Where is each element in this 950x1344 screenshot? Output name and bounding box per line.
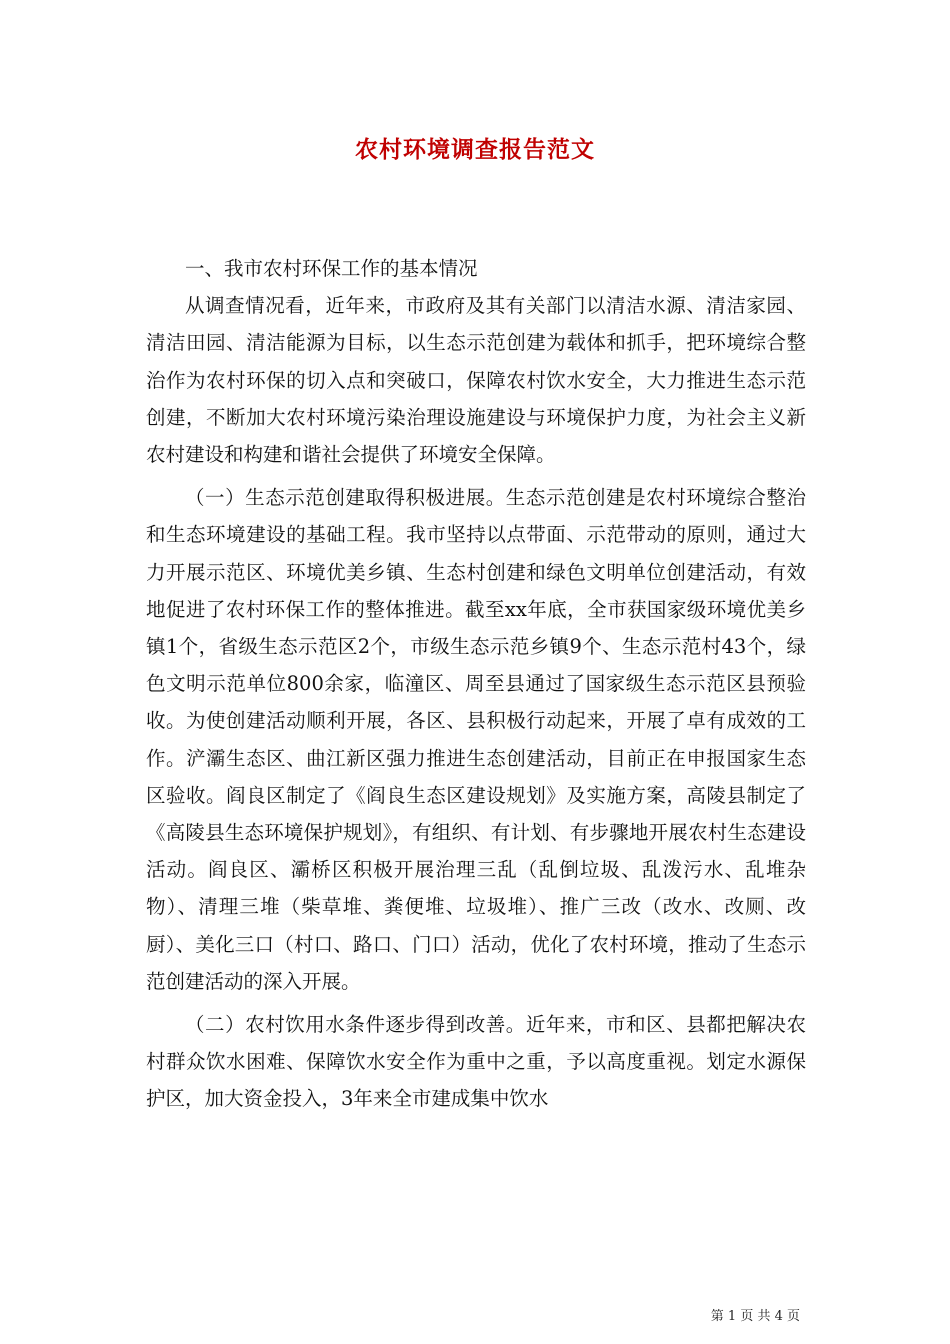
section-heading: 一、我市农村环保工作的基本情况 (185, 257, 478, 280)
paragraph: （二）农村饮用水条件逐步得到改善。近年来，市和区、县都把解决农村群众饮水困难、保障饮水安全作为重中之重，予以高度重视。划定水源保护区，加大资金投入，3年来全市建成集中饮水 (146, 1013, 806, 1111)
paragraph: （一）生态示范创建取得积极进展。生态示范创建是农村环境综合整治和生态环境建设的基础工程。我市坚持以点带面、示范带动的原则，通过大力开展示范区、环境优美乡镇、生态村创建和绿色文明单位创建活动，有效地促进了农村环保工作的整体推进。截至xx年底，全市获国家级环境优美乡镇1个，省级生态示范区2个，市级生态示范乡镇9个、生态示范村43个，绿色文明示范单位800余家，临潼区、周至县通过了国家级生态示范区县预验收。为使创建活动顺利开展，各区、县积极行动起来，开展了卓有成效的工作。浐灞生态区、曲江新区强力推进生态创建活动，目前正在申报国家生态区验收。阎良区制定了《阎良生态区建设规划》及实施方案，高陵县制定了《高陵县生态环境保护规划》，有组织、有计划、有步骤地开展农村生态建设活动。阎良区、灞桥区积极开展治理三乱（乱倒垃圾、乱泼污水、乱堆杂物）、清理三堆（柴草堆、粪便堆、垃圾堆）、推广三改（改水、改厕、改厨）、美化三口（村口、路口、门口）活动，优化了农村环境，推动了生态示范创建活动的深入开展。 (146, 486, 806, 993)
document-title: 农村环境调查报告范文 (355, 136, 595, 163)
paragraph: 从调查情况看，近年来，市政府及其有关部门以清洁水源、清洁家园、清洁田园、清洁能源为目标，以生态示范创建为载体和抓手，把环境综合整治作为农村环保的切入点和突破口，保障农村饮水安全，大力推进生态示范创建，不断加大农村环境污染治理设施建设与环境保护力度，为社会主义新农村建设和构建和谐社会提供了环境安全保障。 (146, 294, 806, 467)
page-number: 第 1 页 共 4 页 (710, 1309, 800, 1324)
document-body (146, 250, 806, 1118)
